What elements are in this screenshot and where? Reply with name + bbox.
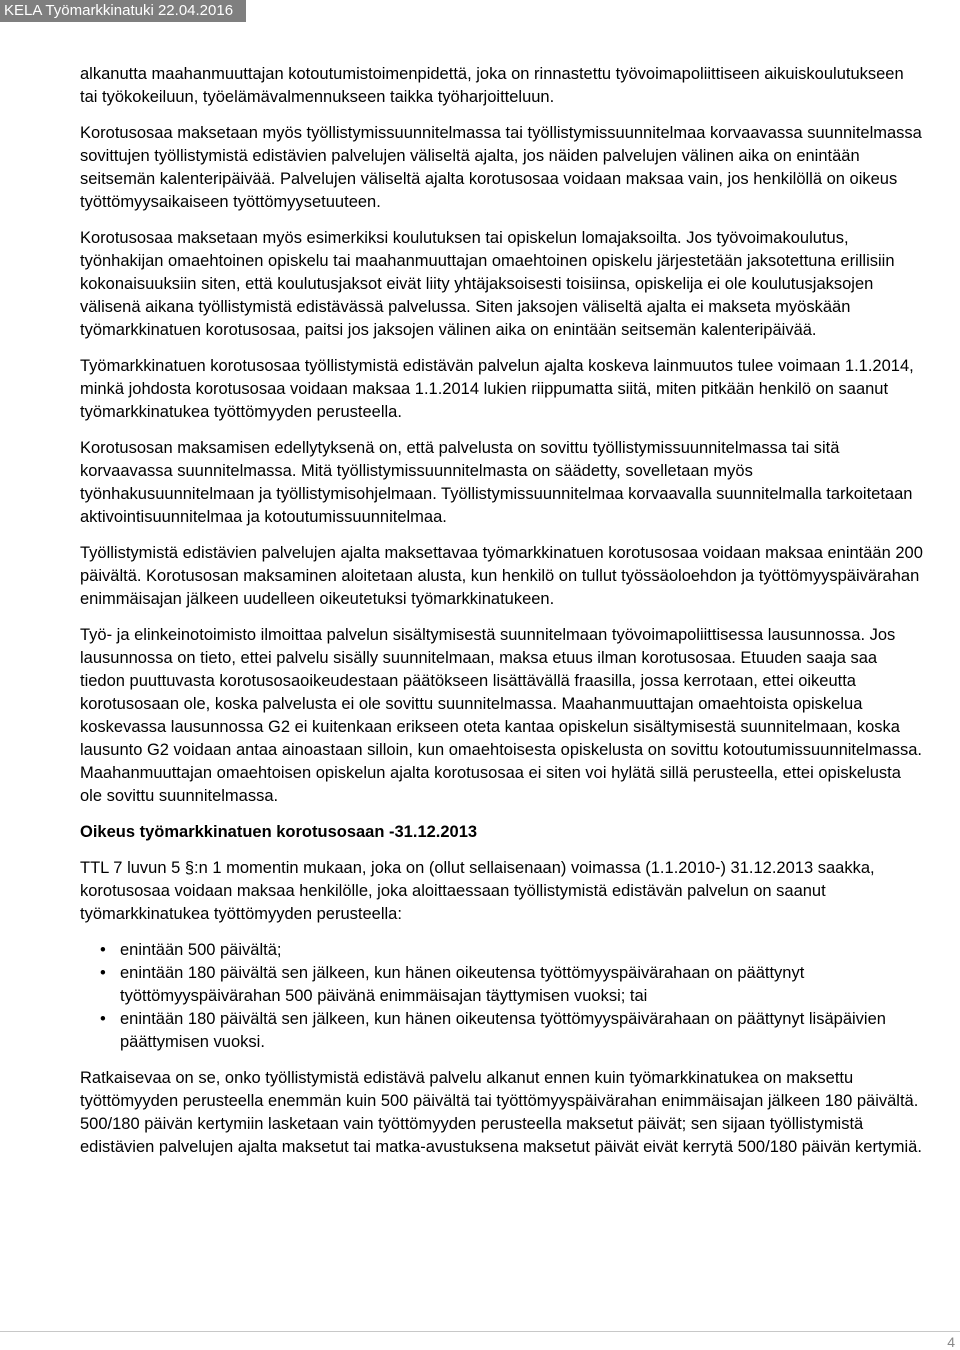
section-heading: Oikeus työmarkkinatuen korotusosaan -31.12.2013 xyxy=(80,823,478,841)
paragraph-3: Korotusosaa maksetaan myös esimerkiksi koulutuksen tai opiskelun lomajaksoilta. Jos työvoimakoulutus, työnhakijan omaehtoinen opiskelu tai maahanmuuttajan omaehtoinen opiskelu järjestetään jaksotettuna erillisiin kokonaisuuksiin siten, että koulutusjaksot eivät liity yhtäjaksoisesti toisiinsa, opiskelija ei ole koulutusjaksojen välisenä aikana työllistymistä edistävässä palvelussa. Siten jaksojen väliseltä ajalta ei makseta myöskään työmarkkinatuen korotusosaa, paitsi jos jaksojen välinen aika on enintään seitsemän kalenteripäivää. xyxy=(80,229,895,339)
paragraph-7: Työ- ja elinkeinotoimisto ilmoittaa palvelun sisältymisestä suunnitelmaan työvoimapoliittisessa lausunnossa. Jos lausunnossa on tieto, ettei palvelu sisälly suunnitelmaan, maksa etuus ilman korotusosaa. Etuuden saaja saa tiedon puuttuvasta korotusosaoikeudestaan päätökseen lisättävällä fraasilla, jossa kerrotaan, ettei oikeutta korotusosaan ole, koska palvelusta ei ole sovittu suunnitelmassa. Maahanmuuttajan omaehtoista opiskelua koskevassa lausunnossa G2 ei kuitenkaan erikseen oteta kantaa opiskelun sisältymisestä suunnitelmaan, koska lausunto G2 voidaan antaa ainoastaan silloin, kun omaehtoisesta opiskelusta on sovittu kotoutumissuunnitelmassa. Maahanmuuttajan omaehtoisen opiskelun ajalta korotusosaa ei siten voi hylätä sillä perusteella, ettei opiskelusta ole sovittu suunnitelmassa. xyxy=(80,626,923,805)
page-number: 4 xyxy=(947,1334,955,1350)
list-item: • enintään 500 päivältä; xyxy=(80,939,925,962)
paragraph-1: alkanutta maahanmuuttajan kotoutumistoimenpidettä, joka on rinnastettu työvoimapoliittiseen aikuiskoulutukseen tai työkokeiluun, työelämävalmennukseen taikka työharjoitteluun. xyxy=(80,65,904,106)
paragraph-2: Korotusosaa maksetaan myös työllistymissuunnitelmassa tai työllistymissuunnitelmaa korvaavassa suunnitelmassa sovittujen työllistymistä edistävien palvelujen väliseltä ajalta, jos näiden palvelujen välinen aika on enintään seitsemän kalenteripäivää. Palvelujen väliseltä ajalta korotusosaa voidaan maksaa vain, jos henkilöllä on oikeus työttömyysaikaiseen työttömyysetuuteen. xyxy=(80,124,922,211)
list-item: • enintään 180 päivältä sen jälkeen, kun hänen oikeutensa työttömyyspäivärahaan on päättynyt lisäpäivien päättymisen vuoksi. xyxy=(80,1008,925,1054)
footer-divider xyxy=(0,1331,960,1332)
paragraph-5: Korotusosan maksamisen edellytyksenä on, että palvelusta on sovittu työllistymissuunnitelmassa tai sitä korvaavassa suunnitelmassa. Mitä työllistymissuunnitelmasta on säädetty, sovelletaan myös työnhakusuunnitelmaan ja työllistymisohjelmaan. Työllistymissuunnitelmaa korvaavalla suunnitelmalla tarkoitetaan aktivointisuunnitelmaa ja kotoutumissuunnitelmaa. xyxy=(80,439,913,526)
paragraph-6: Työllistymistä edistävien palvelujen ajalta maksettavaa työmarkkinatuen korotusosaa voidaan maksaa enintään 200 päivältä. Korotusosan maksaminen aloitetaan alusta, kun henkilö on tullut työssäoloehdon ja työttömyyspäivärahan enimmäisajan jälkeen uudelleen oikeutetuksi työmarkkinatukeen. xyxy=(80,544,923,608)
list-item: • enintään 180 päivältä sen jälkeen, kun hänen oikeutensa työttömyyspäivärahaan on päättynyt työttömyyspäivärahan 500 päivänä enimmäisajan täyttymisen vuoksi; tai xyxy=(80,962,925,1008)
bullet-list xyxy=(80,939,925,1054)
section-intro: TTL 7 luvun 5 §:n 1 momentin mukaan, joka on (ollut sellaisenaan) voimassa (1.1.2010-) 31.12.2013 saakka, korotusosaa voidaan maksaa henkilölle, joka aloittaessaan työllistymistä edistävän palvelun on saanut työmarkkinatukea työttömyyden perusteella: xyxy=(80,859,875,923)
document-header: KELA Työmarkkinatuki 22.04.2016 xyxy=(0,0,246,22)
document-body xyxy=(80,63,925,1172)
paragraph-4: Työmarkkinatuen korotusosaa työllistymistä edistävän palvelun ajalta koskeva lainmuutos tulee voimaan 1.1.2014, minkä johdosta korotusosaa voidaan maksaa 1.1.2014 lukien riippumatta siitä, miten pitkään henkilö on saanut työmarkkinatukea työttömyyden perusteella. xyxy=(80,357,914,421)
section-closing: Ratkaisevaa on se, onko työllistymistä edistävä palvelu alkanut ennen kuin työmarkkinatukea on maksettu työttömyyden perusteella enemmän kuin 500 päivältä tai työttömyyspäivärahan enimmäisajan jälkeen 180 päivältä. 500/180 päivän kertymiin lasketaan vain työttömyyden perusteella maksetut päivät; sen sijaan työllistymistä edistävien palvelujen ajalta maksetut tai matka-avustuksena maksetut päivät eivät kerrytä 500/180 päivän kertymiä. xyxy=(80,1069,922,1156)
